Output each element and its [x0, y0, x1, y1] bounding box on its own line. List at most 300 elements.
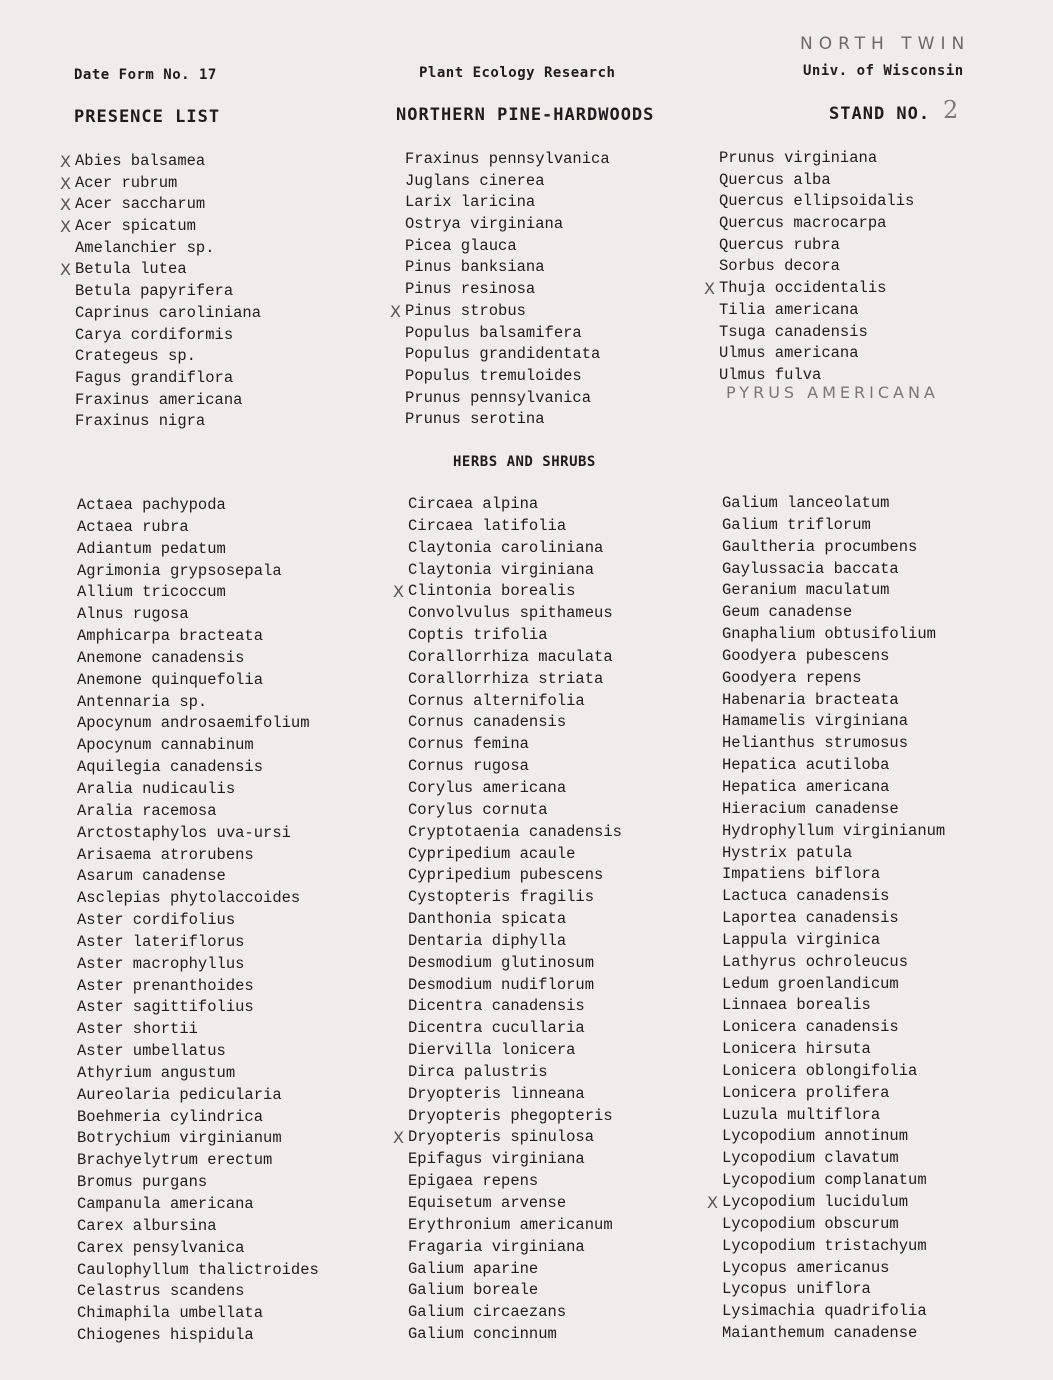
university: Univ. of Wisconsin: [803, 63, 964, 79]
species-name: Corallorrhiza striata: [408, 669, 604, 688]
species-row: [405, 192, 610, 214]
species-row: [77, 1303, 319, 1325]
species-row: [77, 604, 319, 626]
species-row: [75, 390, 261, 412]
species-name: Fraxinus pennsylvanica: [405, 150, 610, 168]
species-name: Abies balsamea: [75, 152, 206, 170]
species-name: Luzula multiflora: [722, 1105, 881, 1124]
species-row: [77, 888, 319, 910]
species-name: Acer spicatum: [75, 217, 196, 236]
species-row: [722, 1039, 945, 1061]
species-name: Fraxinus nigra: [75, 412, 206, 431]
species-name: Quercus macrocarpa: [719, 214, 887, 233]
species-name: Betula papyrifera: [75, 282, 234, 301]
species-name: Fraxinus americana: [75, 390, 243, 409]
species-row: [408, 1018, 622, 1040]
species-row: [408, 975, 622, 997]
species-row: [405, 279, 610, 301]
species-name: Carex albursina: [77, 1216, 217, 1235]
species-row: [408, 1237, 622, 1259]
species-name: Aster lateriflorus: [77, 932, 245, 951]
species-row: [408, 844, 622, 866]
species-row: [722, 974, 945, 996]
species-row: [77, 713, 319, 735]
species-row: [408, 1040, 622, 1062]
species-row: [722, 930, 945, 952]
species-row: [77, 582, 319, 604]
species-row: [408, 931, 622, 953]
species-row: [75, 368, 261, 390]
species-name: Quercus rubra: [719, 235, 840, 254]
species-row: [408, 953, 622, 975]
species-row: [722, 952, 945, 974]
species-name: Clintonia borealis: [408, 582, 576, 601]
species-name: Hystrix patula: [722, 843, 853, 862]
species-row: [408, 756, 622, 778]
species-row: [722, 537, 945, 559]
handwritten-site-name: NORTH TWIN: [800, 34, 971, 54]
species-row: [75, 325, 261, 347]
species-row: [408, 734, 622, 756]
species-row: [408, 996, 622, 1018]
species-name: Maianthemum canadense: [722, 1324, 918, 1343]
species-name: Agrimonia grypsosepala: [77, 561, 282, 580]
species-row: [408, 1280, 622, 1302]
species-row: [722, 777, 945, 799]
species-name: Caulophyllum thalictroides: [77, 1260, 319, 1279]
species-row: [408, 560, 622, 582]
species-row: [77, 932, 319, 954]
species-row: [719, 148, 914, 170]
species-name: Galium concinnum: [408, 1325, 557, 1344]
species-row: [405, 236, 610, 258]
species-name: Athyrium angustum: [77, 1063, 236, 1082]
species-row: [719, 322, 914, 344]
species-row: [722, 1258, 945, 1280]
species-name: Lysimachia quadrifolia: [722, 1302, 927, 1321]
species-name: Cypripedium pubescens: [408, 866, 604, 885]
species-name: Laportea canadensis: [722, 909, 899, 928]
species-row: [405, 366, 610, 388]
species-name: Linnaea borealis: [722, 996, 871, 1015]
species-name: Apocynum cannabinum: [77, 736, 254, 755]
species-name: Gaultheria procumbens: [722, 537, 918, 556]
species-name: Geum canadense: [722, 603, 853, 622]
species-row: [408, 1215, 622, 1237]
species-name: Ulmus americana: [719, 344, 859, 363]
species-row: [393, 1127, 622, 1149]
species-name: Lathyrus ochroleucus: [722, 952, 909, 971]
species-row: [408, 1171, 622, 1193]
species-row: [75, 303, 261, 325]
species-row: [722, 1236, 945, 1258]
species-row: [408, 865, 622, 887]
species-row: [722, 690, 945, 712]
species-name: Desmodium glutinosum: [408, 953, 595, 972]
species-name: Picea glauca: [405, 236, 517, 255]
species-name: Sorbus decora: [719, 257, 840, 276]
species-name: Cypripedium acaule: [408, 844, 576, 863]
species-name: Gnaphalium obtusifolium: [722, 625, 936, 644]
species-name: Lonicera hirsuta: [722, 1040, 871, 1059]
handwritten-addition: PYRUS AMERICANA: [726, 383, 939, 402]
species-row: [77, 1085, 319, 1107]
species-row: [390, 301, 610, 323]
species-row: [722, 1279, 945, 1301]
species-row: [722, 1214, 945, 1236]
species-name: Lactuca canadensis: [722, 887, 890, 906]
species-row: [77, 954, 319, 976]
species-row: [408, 1062, 622, 1084]
species-row: [77, 801, 319, 823]
species-row: [77, 1216, 319, 1238]
species-row: [405, 171, 610, 193]
species-name: Campanula americana: [77, 1195, 254, 1213]
species-name: Asclepias phytolaccoides: [77, 889, 301, 908]
species-name: Populus balsamifera: [405, 323, 582, 342]
species-name: Gaylussacia baccata: [722, 559, 899, 578]
species-row: [77, 866, 319, 888]
stand-label: STAND NO.: [829, 104, 931, 124]
check-mark: X: [60, 173, 71, 193]
species-row: [60, 173, 261, 195]
trees-column-2: [390, 149, 610, 431]
species-row: [722, 1301, 945, 1323]
species-name: Lycopus uniflora: [722, 1280, 871, 1299]
species-row: [60, 151, 261, 173]
species-row: [77, 1194, 319, 1216]
species-name: Cornus rugosa: [408, 757, 529, 776]
species-name: Aster shortii: [77, 1020, 198, 1039]
species-name: Lycopodium obscurum: [722, 1214, 899, 1233]
species-row: [408, 1106, 622, 1128]
check-mark: X: [393, 582, 404, 602]
species-name: Galium aparine: [408, 1259, 539, 1278]
species-name: Dirca palustris: [408, 1062, 548, 1081]
species-row: [408, 800, 622, 822]
species-row: [408, 647, 622, 669]
species-name: Asarum canadense: [77, 867, 226, 886]
species-name: Corylus cornuta: [408, 800, 548, 819]
species-row: [722, 1105, 945, 1127]
species-name: Lappula virginica: [722, 930, 881, 949]
species-row: [408, 1324, 622, 1346]
species-row: [722, 1126, 945, 1148]
species-row: [405, 214, 610, 236]
species-row: [722, 1323, 945, 1345]
species-name: Pinus resinosa: [405, 280, 536, 299]
species-row: [719, 256, 914, 278]
species-name: Habenaria bracteata: [722, 690, 899, 709]
species-name: Galium boreale: [408, 1281, 539, 1300]
species-name: Aster umbellatus: [77, 1042, 226, 1061]
species-name: Claytonia virginiana: [408, 560, 595, 579]
species-row: [405, 323, 610, 345]
species-row: [722, 886, 945, 908]
check-mark: X: [393, 1128, 404, 1148]
species-name: Circaea alpina: [408, 495, 539, 513]
check-mark: X: [60, 152, 71, 171]
species-row: [60, 194, 261, 216]
herbs-column-1: [77, 495, 319, 1347]
species-row: [722, 602, 945, 624]
species-name: Dryopteris linneana: [408, 1084, 585, 1103]
species-row: [722, 995, 945, 1017]
species-row: [719, 235, 914, 257]
species-name: Caprinus caroliniana: [75, 303, 262, 322]
species-row: [393, 581, 622, 603]
stand-number-handwritten: 2: [943, 96, 959, 124]
species-row: [77, 779, 319, 801]
species-row: [722, 864, 945, 886]
species-name: Acer saccharum: [75, 195, 206, 214]
species-name: Epifagus virginiana: [408, 1150, 585, 1169]
species-name: Boehmeria cylindrica: [77, 1107, 264, 1126]
species-row: [408, 1193, 622, 1215]
species-name: Aster cordifolius: [77, 911, 236, 930]
species-row: [408, 691, 622, 713]
species-name: Circaea latifolia: [408, 516, 567, 535]
species-name: Prunus pennsylvanica: [405, 388, 592, 407]
species-name: Alnus rugosa: [77, 605, 189, 624]
species-name: Coptis trifolia: [408, 626, 548, 645]
species-row: [719, 300, 914, 322]
species-row: [75, 346, 261, 368]
species-name: Fagus grandiflora: [75, 368, 234, 387]
species-name: Lycopus americanus: [722, 1258, 890, 1277]
species-row: [77, 1063, 319, 1085]
species-row: [405, 149, 610, 171]
species-name: Goodyera pubescens: [722, 646, 890, 665]
species-name: Actaea rubra: [77, 517, 189, 536]
species-name: Aralia nudicaulis: [77, 779, 236, 798]
species-row: [722, 1148, 945, 1170]
species-name: Galium triflorum: [722, 515, 871, 534]
species-row: [405, 257, 610, 279]
species-row: [77, 1128, 319, 1150]
species-name: Arisaema atrorubens: [77, 845, 254, 864]
species-name: Amelanchier sp.: [75, 238, 215, 257]
species-row: [408, 516, 622, 538]
species-name: Carex pensylvanica: [77, 1238, 245, 1257]
species-name: Acer rubrum: [75, 173, 178, 192]
organization: Plant Ecology Research: [419, 65, 616, 81]
species-name: Galium lanceolatum: [722, 494, 890, 512]
species-name: Actaea pachypoda: [77, 496, 226, 514]
species-row: [405, 409, 610, 431]
species-row: [75, 411, 261, 433]
species-row: [77, 670, 319, 692]
species-name: Betula lutea: [75, 260, 187, 279]
species-name: Desmodium nudiflorum: [408, 975, 595, 994]
species-row: [722, 515, 945, 537]
species-row: [704, 278, 914, 300]
species-name: Anemone quinquefolia: [77, 670, 264, 689]
form-number: Date Form No. 17: [74, 67, 217, 83]
species-row: [77, 976, 319, 998]
species-row: [722, 843, 945, 865]
species-row: [77, 692, 319, 714]
species-name: Juglans cinerea: [405, 171, 545, 190]
species-name: Celastrus scandens: [77, 1282, 245, 1301]
species-row: [722, 1061, 945, 1083]
species-name: Aureolaria pedicularia: [77, 1085, 282, 1104]
species-row: [77, 1019, 319, 1041]
species-name: Aralia racemosa: [77, 801, 217, 820]
species-name: Dicentra cucullaria: [408, 1019, 585, 1038]
species-name: Equisetum arvense: [408, 1194, 567, 1212]
species-name: Lonicera oblongifolia: [722, 1061, 918, 1080]
species-row: [408, 909, 622, 931]
species-row: [77, 910, 319, 932]
species-row: [77, 1041, 319, 1063]
species-name: Bromus purgans: [77, 1173, 208, 1192]
species-row: [405, 388, 610, 410]
species-name: Antennaria sp.: [77, 692, 208, 711]
species-row: [722, 646, 945, 668]
species-row: [77, 1281, 319, 1303]
species-name: Hamamelis virginiana: [722, 712, 909, 731]
species-name: Populus tremuloides: [405, 366, 582, 385]
species-name: Pinus banksiana: [405, 258, 545, 277]
species-row: [408, 712, 622, 734]
species-name: Hieracium canadense: [722, 799, 899, 818]
species-name: Epigaea repens: [408, 1172, 539, 1191]
species-row: [722, 1017, 945, 1039]
species-name: Larix laricina: [405, 193, 536, 212]
species-name: Hydrophyllum virginianum: [722, 821, 946, 840]
species-row: [60, 216, 261, 238]
species-name: Cystopteris fragilis: [408, 888, 595, 907]
species-name: Claytonia caroliniana: [408, 538, 604, 557]
species-row: [408, 822, 622, 844]
species-name: Convolvulus spithameus: [408, 604, 613, 623]
species-name: Allium tricoccum: [77, 583, 226, 602]
species-row: [722, 755, 945, 777]
species-name: Pinus strobus: [405, 301, 526, 320]
species-name: Chiogenes hispidula: [77, 1326, 254, 1345]
species-name: Populus grandidentata: [405, 345, 601, 364]
herbs-section-title: HERBS AND SHRUBS: [453, 454, 596, 470]
species-name: Cornus alternifolia: [408, 691, 585, 710]
species-name: Aster macrophyllus: [77, 954, 245, 973]
species-name: Lycopodium tristachyum: [722, 1236, 927, 1255]
species-row: [77, 626, 319, 648]
species-row: [77, 648, 319, 670]
species-name: Hepatica americana: [722, 777, 890, 796]
species-row: [77, 1238, 319, 1260]
species-name: Dryopteris phegopteris: [408, 1106, 613, 1125]
species-name: Lycopodium clavatum: [722, 1149, 899, 1168]
species-name: Ledum groenlandicum: [722, 974, 899, 993]
species-row: [77, 1260, 319, 1282]
species-name: Ostrya virginiana: [405, 215, 564, 234]
species-name: Tilia americana: [719, 300, 859, 319]
species-row: [722, 1083, 945, 1105]
species-name: Lonicera prolifera: [722, 1083, 890, 1102]
species-row: [707, 1192, 945, 1214]
species-name: Hepatica acutiloba: [722, 756, 890, 775]
species-name: Amphicarpa bracteata: [77, 627, 264, 646]
check-mark: X: [390, 301, 401, 321]
species-name: Prunus virginiana: [719, 149, 878, 167]
species-row: [405, 344, 610, 366]
species-name: Erythronium americanum: [408, 1215, 613, 1234]
species-name: Fragaria virginiana: [408, 1237, 585, 1256]
species-name: Aquilegia canadensis: [77, 758, 264, 777]
species-name: Danthonia spicata: [408, 910, 567, 929]
trees-column-3: [704, 148, 915, 387]
species-name: Dryopteris spinulosa: [408, 1128, 595, 1147]
species-name: Galium circaezans: [408, 1303, 567, 1322]
species-name: Cornus femina: [408, 735, 529, 754]
species-name: Crategeus sp.: [75, 347, 196, 366]
species-name: Tsuga canadensis: [719, 322, 868, 341]
species-name: Impatiens biflora: [722, 865, 881, 884]
check-mark: X: [60, 217, 71, 237]
species-row: [77, 539, 319, 561]
species-name: Apocynum androsaemifolium: [77, 714, 310, 733]
species-name: Dicentra canadensis: [408, 997, 585, 1016]
species-row: [722, 711, 945, 733]
species-name: Quercus ellipsoidalis: [719, 192, 915, 211]
species-row: [77, 561, 319, 583]
species-row: [75, 238, 261, 260]
species-row: [408, 538, 622, 560]
species-row: [722, 799, 945, 821]
species-row: [408, 1084, 622, 1106]
species-row: [408, 1259, 622, 1281]
species-row: [408, 494, 622, 516]
species-name: Arctostaphylos uva-ursi: [77, 823, 291, 842]
species-row: [77, 997, 319, 1019]
species-row: [722, 733, 945, 755]
species-name: Corallorrhiza maculata: [408, 647, 613, 666]
species-name: Cornus canadensis: [408, 713, 567, 732]
species-name: Carya cordiformis: [75, 325, 234, 344]
species-row: [408, 778, 622, 800]
species-row: [77, 845, 319, 867]
species-name: Chimaphila umbellata: [77, 1304, 264, 1323]
species-row: [77, 1107, 319, 1129]
species-row: [408, 887, 622, 909]
species-row: [408, 1149, 622, 1171]
species-name: Cryptotaenia canadensis: [408, 822, 622, 841]
check-mark: X: [60, 195, 71, 215]
check-mark: X: [707, 1193, 718, 1212]
list-title: PRESENCE LIST: [74, 107, 221, 127]
species-row: [408, 1302, 622, 1324]
species-name: Aster prenanthoides: [77, 976, 254, 995]
species-name: Prunus serotina: [405, 410, 545, 429]
species-row: [408, 625, 622, 647]
species-name: Quercus alba: [719, 170, 831, 189]
species-name: Brachyelytrum erectum: [77, 1151, 273, 1170]
species-row: [722, 821, 945, 843]
community-title: NORTHERN PINE-HARDWOODS: [396, 105, 655, 125]
species-name: Lycopodium lucidulum: [722, 1193, 909, 1211]
species-row: [722, 559, 945, 581]
species-row: [75, 281, 261, 303]
species-row: [719, 213, 914, 235]
species-row: [722, 493, 945, 515]
check-mark: X: [704, 279, 715, 299]
species-row: [77, 495, 319, 517]
species-row: [77, 757, 319, 779]
species-name: Ulmus fulva: [719, 365, 822, 384]
species-row: [77, 1150, 319, 1172]
trees-column-1: [60, 151, 262, 433]
